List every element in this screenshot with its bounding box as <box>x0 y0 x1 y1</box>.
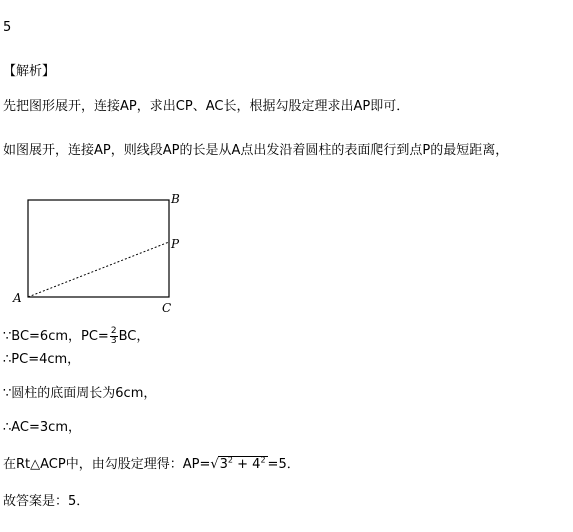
analysis-label: 【解析】 <box>3 64 56 79</box>
unfolded-cylinder-figure <box>0 185 200 315</box>
radicand-a: 3 <box>219 457 228 472</box>
step5-prefix: 在Rt△ACP中，由勾股定理得：AP= <box>3 457 211 472</box>
method-text-2: ，求出 <box>136 99 176 114</box>
frac-numerator: 2 <box>110 326 117 336</box>
step-bc-pc <box>3 327 149 346</box>
fraction-two-thirds <box>110 327 118 346</box>
answer-number: 5 <box>3 20 12 35</box>
step-ac: ∴AC=3cm， <box>3 420 81 435</box>
method-line <box>3 99 409 115</box>
step-circumference: ∵圆柱的底面周长为6cm， <box>3 386 157 401</box>
rectangle <box>28 200 169 297</box>
step5-suffix: =5． <box>267 457 300 472</box>
exp-a: 2 <box>227 455 234 465</box>
step-pc: ∴PC=4cm， <box>3 352 81 367</box>
method-text-1: 先把图形展开，连接 <box>3 99 121 114</box>
step-pythagoras <box>3 456 300 473</box>
sqrt-symbol: √ <box>210 457 219 472</box>
method-cp: CP <box>175 99 193 114</box>
method-ac: AC <box>205 99 224 114</box>
method-text-3: 、 <box>192 99 206 114</box>
label-p: P <box>171 237 180 251</box>
method-ap-1: AP <box>120 99 137 114</box>
label-a: A <box>13 291 22 305</box>
method-text-4: 长，根据勾股定理求出 <box>223 99 354 114</box>
final-answer: 故答案是：5． <box>3 494 90 509</box>
exp-b: 2 <box>260 455 266 465</box>
method-ap-2: AP <box>353 99 371 114</box>
expand-line: 如图展开，连接AP，则线段AP的长是从A点出发沿着圆柱的表面爬行到点P的最短距离， <box>3 143 509 158</box>
label-c: C <box>162 301 172 315</box>
step1-suffix: BC， <box>118 328 150 344</box>
frac-denominator: 3 <box>110 336 117 346</box>
method-text-5: 即可． <box>370 99 410 114</box>
radicand-plus: + 4 <box>233 457 261 472</box>
label-b: B <box>171 192 180 206</box>
segment-ap <box>28 242 169 297</box>
step1-prefix: ∵BC=6cm，PC= <box>3 328 109 344</box>
sqrt-radicand <box>218 456 268 473</box>
